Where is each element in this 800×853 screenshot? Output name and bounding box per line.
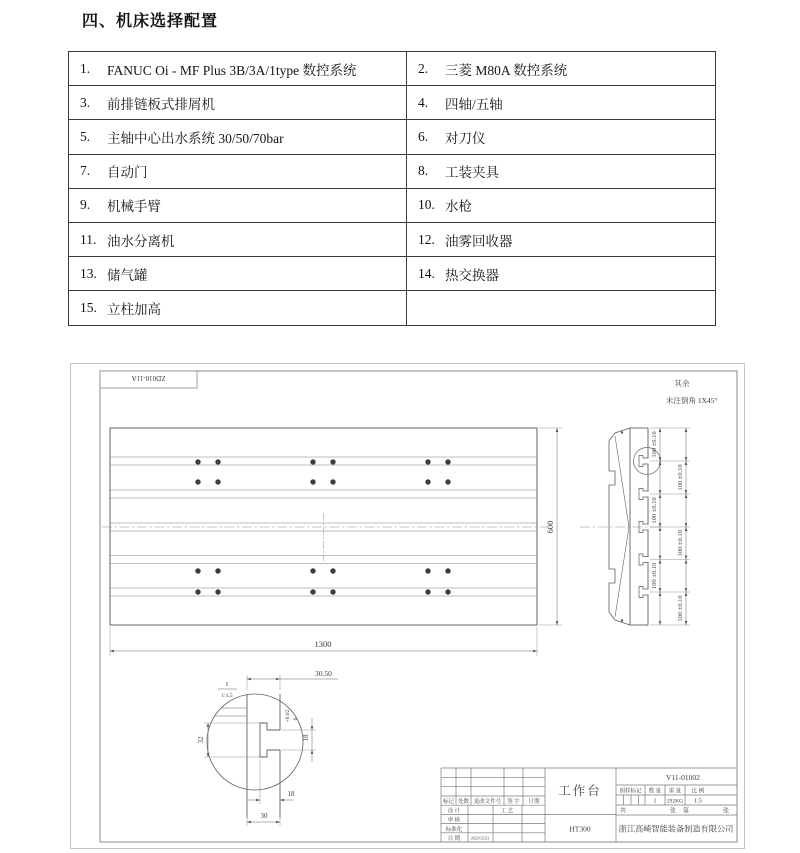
- engineering-drawing: [70, 363, 745, 849]
- table-row: [69, 291, 716, 325]
- item-number: 4.: [418, 94, 429, 110]
- item-number: 14.: [418, 265, 435, 281]
- dim-label-32: 32: [197, 736, 205, 744]
- tb-v-qty: 1: [653, 798, 657, 805]
- dim-label-1300: 1300: [314, 639, 332, 649]
- dim-label-600: 600: [545, 520, 555, 534]
- tb-sheet-zhang2: 张: [722, 808, 730, 815]
- item-number: 7.: [80, 163, 91, 179]
- tb-row-check: 审 核: [447, 817, 461, 824]
- dim-label-pitch: 100 ±0.10: [651, 497, 658, 524]
- item-text: 储气罐: [107, 267, 148, 283]
- item-number: 1.: [80, 60, 91, 76]
- machine-config-table: [68, 51, 716, 326]
- item-text: 自动门: [107, 165, 148, 181]
- table-row: [69, 52, 716, 86]
- item-number: 11.: [80, 231, 97, 247]
- item-text: 热交换器: [445, 267, 499, 283]
- item-number: 8.: [418, 163, 429, 179]
- item-number: 13.: [80, 265, 97, 281]
- dim-label-tol-zero: 0: [293, 717, 299, 721]
- item-text: 主轴中心出水系统 30/50/70bar: [107, 130, 284, 146]
- tb-material: HT300: [569, 824, 591, 834]
- table-row: [69, 188, 716, 222]
- tb-h-weight: 重 量: [668, 788, 682, 795]
- dim-label-neck-18: 18: [302, 734, 310, 742]
- item-number: 15.: [80, 299, 97, 315]
- tb-h-qty: 数 量: [648, 788, 662, 795]
- tb-date-value: 2023/12/23: [470, 835, 490, 841]
- tb-row-design: 设 计: [447, 808, 461, 815]
- table-row: [69, 86, 716, 120]
- item-text: 机械手臂: [107, 199, 161, 215]
- item-text: 前排链板式排屑机: [107, 96, 215, 112]
- tb-v-scale: 1:5: [694, 798, 702, 805]
- dim-label-30: 30: [260, 812, 268, 820]
- table-row: [69, 154, 716, 188]
- dim-label-depth-18: 18: [287, 790, 295, 798]
- section-heading: 四、机床选择配置: [82, 13, 219, 30]
- note-qiyu: 其余: [674, 379, 690, 388]
- tb-col-doc: 更改文件号: [473, 799, 502, 805]
- item-text: 对刀仪: [445, 130, 486, 146]
- dim-label-30-50: 30.50: [315, 669, 332, 678]
- tb-col-count: 处数: [457, 799, 470, 805]
- tb-sheet-total: 共: [619, 808, 627, 815]
- corner-drawing-number: ZD010-11A: [131, 374, 166, 382]
- tb-h-scale: 比 例: [691, 788, 705, 795]
- tb-h-mark: 图样标记: [619, 788, 642, 795]
- item-number: 10.: [418, 197, 435, 213]
- item-number: 12.: [418, 231, 435, 247]
- table-row: [69, 257, 716, 291]
- table-row: [69, 120, 716, 154]
- tb-row-craft: 工 艺: [500, 808, 514, 815]
- item-number: 3.: [80, 94, 91, 110]
- dim-label-pitch: 100 ±0.10: [677, 595, 684, 622]
- tb-row-date: 日 期: [447, 836, 461, 842]
- tb-sheet-zhang1: 张: [669, 808, 677, 815]
- dim-label-pitch: 100 ±0.10: [677, 530, 684, 557]
- item-text: 油水分离机: [107, 233, 175, 249]
- table-row: [69, 222, 716, 256]
- item-number: 5.: [80, 128, 91, 144]
- item-number: 2.: [418, 60, 429, 76]
- tb-drawing-no: V11-01002: [666, 773, 700, 782]
- item-number: 9.: [80, 197, 91, 213]
- item-text: FANUC Oi - MF Plus 3B/3A/1type 数控系统: [107, 62, 357, 78]
- item-number: 6.: [418, 128, 429, 144]
- item-text: 工装夹具: [445, 165, 499, 181]
- dim-label-tol-plus: +0.02: [285, 709, 291, 723]
- tb-company: 浙江高崎智能装备制造有限公司: [618, 824, 734, 834]
- dim-label-pitch: 100 ±0.10: [677, 464, 684, 491]
- tb-row-std: 标准化: [445, 826, 463, 833]
- detail-scale: 1:1.5: [221, 693, 233, 699]
- item-text: 水枪: [445, 199, 472, 215]
- tb-col-sign: 签 字: [507, 799, 520, 805]
- note-chamfer: 未注倒角 1X45°: [666, 396, 718, 405]
- item-text: 油雾回收器: [445, 233, 513, 249]
- detail-label: I: [225, 681, 229, 688]
- tb-sheet-no: 第: [682, 808, 690, 815]
- tb-col-date: 日期: [528, 799, 540, 805]
- dim-label-pitch: 100 ±0.10: [651, 431, 658, 458]
- tb-col-mark: 标记: [442, 799, 455, 805]
- item-text: 立柱加高: [107, 301, 161, 317]
- dim-label-pitch: 100 ±0.10: [651, 562, 658, 589]
- tb-v-weight: 292KG: [666, 798, 684, 805]
- item-text: 三菱 M80A 数控系统: [445, 62, 568, 78]
- tb-part-name: 工作台: [558, 784, 602, 798]
- item-text: 四轴/五轴: [445, 96, 503, 112]
